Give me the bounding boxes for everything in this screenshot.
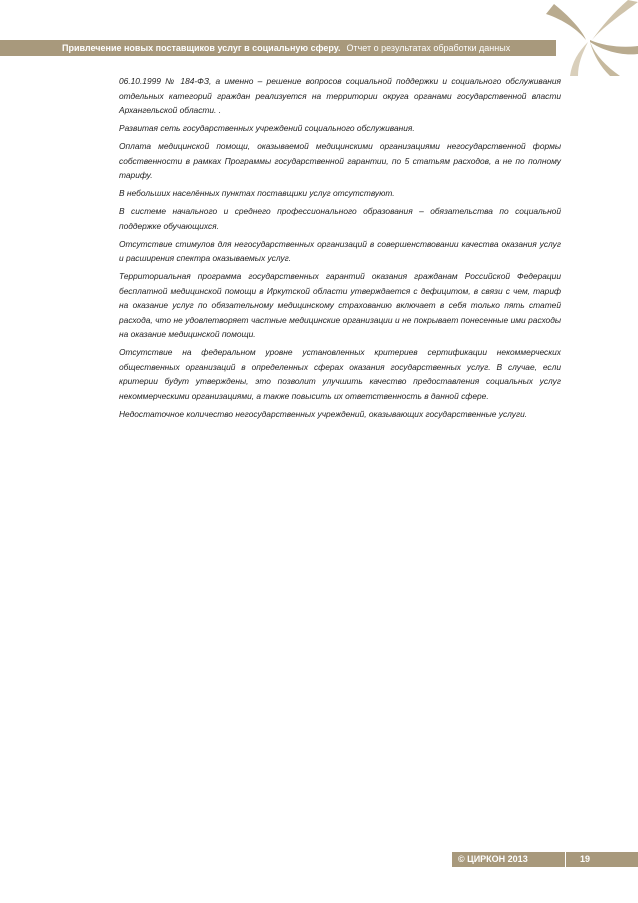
- page-number: 19: [580, 854, 591, 864]
- cirkon-logo-icon: [544, 0, 638, 76]
- document-body: [119, 74, 561, 425]
- footer-divider: [565, 852, 566, 867]
- paragraph: Оплата медицинской помощи, оказываемой медицинскими организациями негосударственной формы собственности в рамках Программы государственной гарантии, по 5 статьям расходов, а не по полному тарифу.: [119, 141, 561, 180]
- paragraph: Развитая сеть государственных учреждений социального обслуживания.: [119, 123, 415, 133]
- paragraph: Отсутствие стимулов для негосударственных организаций в совершенствовании качества оказания услуг и расширения спектра оказываемых услуг.: [119, 238, 561, 263]
- paragraph: 06.10.1999 № 184-ФЗ, а именно – решение вопросов социальной поддержки и социального обслуживания отдельных категорий граждан реализуется на территории округа органами государственной власти Архангельской области. .: [119, 76, 561, 115]
- paragraph: В системе начального и среднего профессионального образования – обязательства по социальной поддержке обучающихся.: [119, 206, 561, 231]
- header-band: [0, 40, 556, 56]
- paragraph: Отсутствие на федеральном уровне установленных критериев сертификации некоммерческих общественных организаций в определенных сферах оказания государственных услуг. В случае, если критерии будут утверждены, это позволит улучшить качество предоставления социальных услуг некоммерческими организациями, а также повысить их ответственность в данной сфере.: [119, 347, 561, 401]
- paragraph: Территориальная программа государственных гарантий оказания гражданам Российской Федерации бесплатной медицинской помощи в Иркутской области утверждается с дефицитом, в связи с чем, тариф на оказание услуг по обязательному медицинскому страхованию включает в себя только пять статей расхода, что не удовлетворяет частные медицинские организации и не покрывает понесенные ими расходы на оказание медицинской помощи.: [119, 271, 561, 339]
- footer-copyright: © ЦИРКОН 2013: [458, 854, 528, 864]
- header-title-rest: Отчет о результатах обработки данных: [346, 43, 511, 53]
- paragraph: В небольших населённых пунктах поставщики услуг отсутствуют.: [119, 188, 395, 198]
- paragraph: Недостаточное количество негосударственных учреждений, оказывающих государственные услуги.: [119, 408, 528, 419]
- header-title-bold: Привлечение новых поставщиков услуг в социальную сферу.: [62, 43, 341, 53]
